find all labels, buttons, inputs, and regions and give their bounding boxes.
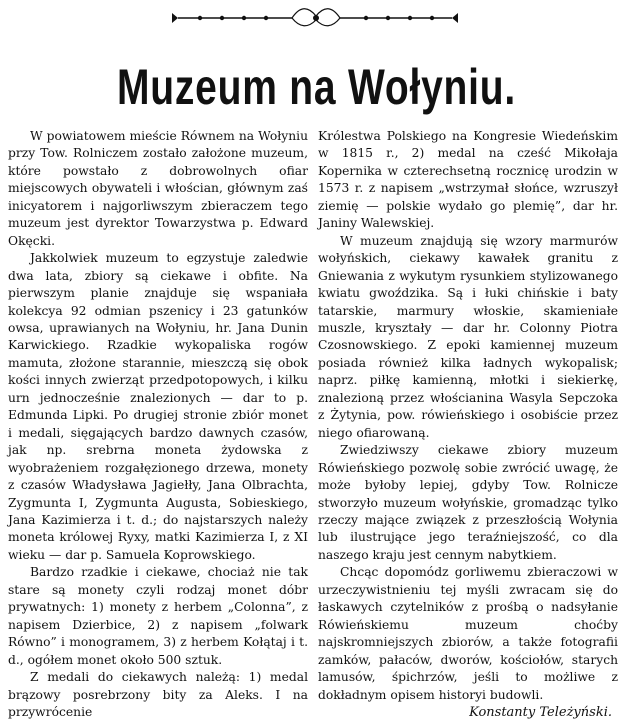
left-column: [8, 128, 308, 721]
paragraph: Jakkolwiek muzeum to egzystuje zaledwie dwa lata, zbiory są ciekawe i obfite. Na pierwszym planie znajduje się wspaniała kolekcya 92 odmian pszenicy i 23 gatunków owsa, uprawianych na Wołyniu, hr. Jana Dunin Karwickiego. Rzadkie wykopaliska rogów mamuta, złożone starannie, mieszczą się obok kości innych zwierząt przedpotopowych, i kilku urn jednocześnie znalezionych — dar to p. Edmunda Lipki. Po drugiej stronie zbiór monet i medali, sięgających bardzo dawnych czasów, jak np. srebrna moneta żydowska z wyobrażeniem rozgałęzionego drzewa, monety z czasów Władysława Jagiełły, Jana Olbrachta, Zygmunta I, Zygmunta Augusta, Sobieskiego, Jana Kazimierza i t. d.; do najstarszych należy moneta królowej Ryxy, matki Kazimierza I, z XI wieku — dar p. Samuela Koprowskiego.: [8, 251, 308, 562]
author-signature: Konstanty Teleżyński.: [469, 704, 612, 720]
article-title: Muzeum na Wołyniu.: [117, 59, 516, 115]
paragraph: Zwiedziwszy ciekawe zbiory muzeum Rówieńskiego pozwolę sobie zwrócić uwagę, że może byłoby lepiej, gdyby Tow. Rolnicze stworzyło muzeum wołyńskie, gromadząc tylko rzeczy mające związek z przeszłością Wołynia lub ilustrujące jego teraźniejszość, co dla naszego kraju jest cennym nabytkiem.: [318, 443, 618, 562]
paragraph: Z medali do ciekawych należą: 1) medal brązowy posrebrzony bity za Aleks. I na przywrócenie: [8, 670, 308, 719]
paragraph: Bardzo rzadkie i ciekawe, chociaż nie tak stare są monety czyli rodzaj monet dóbr prywatnych: 1) monety z herbem „Colonna”, z napisem Dzierbice, 2) z napisem „folwark Równo” i monogramem, 3) z herbem Kołątaj i t. d., ogółem monet około 500 sztuk.: [8, 565, 308, 667]
paragraph: W powiatowem mieście Równem na Wołyniu przy Tow. Rolniczem zostało założone muzeum, które powstało z dobrowolnych ofiar miejscowych obywateli i włościan, głównym zaś inicyatorem i najgorliwszym zbieraczem tego muzeum jest dyrektor Towarzystwa p. Edward Okęcki.: [8, 129, 308, 248]
right-column: [318, 128, 618, 721]
paragraph: W muzeum znajdują się wzory marmurów wołyńskich, ciekawy kawałek granitu z Gniewania z wykutym rysunkiem stylizowanego kwiatu gwoździka. Są i łuki chińskie i baty tatarskie, marmury włoskie, skamieniałe muszle, kryształy — dar hr. Colonny Piotra Czosnowskiego. Z epoki kamiennej muzeum posiada również kilka ładnych wykopalisk; naprz. piłkę kamienną, młotki i siekierkę, znalezioną przez włościanina Wasyla Sepczoka z Żytynia, pow. rówieńskiego i osobiście przez niego ofiarowaną.: [318, 233, 618, 440]
paragraph: Królestwa Polskiego na Kongresie Wiedeńskim w 1815 r., 2) medal na cześć Mikołaja Kopernika w czterechsetną rocznicę urodzin w 1573 r. z napisem „wstrzymał słońce, wzruszył ziemię — polskie wydało go plemię”, dar hr. Janiny Walewskiej.: [318, 129, 618, 231]
paragraph: Chcąc dopomódz gorliwemu zbieraczowi w urzeczywistnieniu tej myśli zwracam się do łaskawych czytelników z prośbą o nadsyłanie Rówieńskiemu muzeum choćby najskromniejszych zbiorów, a także fotografii zamków, pałaców, dworów, kościołów, starych lamusów, śpichrzów, jeśli to możliwe z dokładnym opisem historyi budowli.: [318, 565, 618, 702]
header-ornament: [0, 4, 633, 30]
